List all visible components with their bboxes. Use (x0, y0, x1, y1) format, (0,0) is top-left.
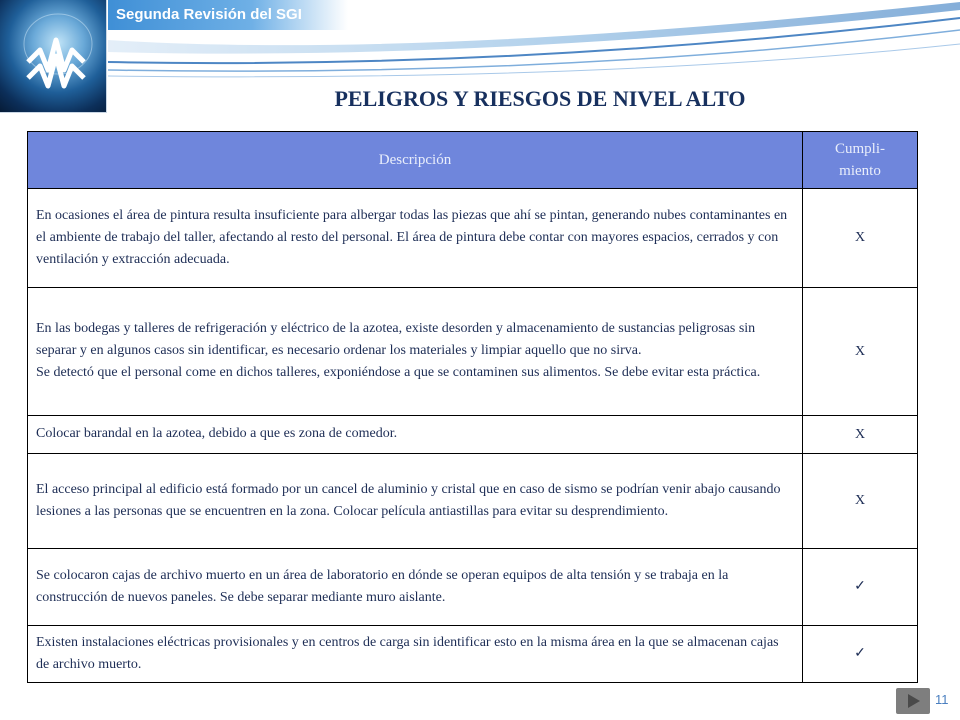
next-slide-button[interactable] (896, 688, 930, 714)
table-row (28, 288, 918, 416)
section-tab (108, 0, 348, 30)
row-compliance-mark: X (803, 454, 918, 549)
row-description-text: En las bodegas y talleres de refrigeración y eléctrico de la azotea, existe desorden y almacenamiento de sustancias peligrosas sin separar y en algunos casos sin identificar, es necesario ordenar los materiales y limpiar aquello que no sirva. (36, 321, 756, 358)
column-header-description: Descripción (28, 132, 803, 189)
table-row (28, 626, 918, 683)
page-title: PELIGROS Y RIESGOS DE NIVEL ALTO (334, 86, 746, 111)
row-description: En ocasiones el área de pintura resulta insuficiente para albergar todas las piezas que ahí se pintan, generando nubes contaminantes en el ambiente de trabajo del taller, afectando al resto del personal. El área de pintura debe contar con mayores espacios, cerrados y con ventilación y extracción adecuada. (28, 189, 803, 288)
column-header-compliance: Cumpli- miento (803, 132, 918, 189)
row-description: Colocar barandal en la azotea, debido a que es zona de comedor. (28, 416, 803, 454)
section-label: Segunda Revisión del SGI (116, 6, 302, 23)
table-row (28, 549, 918, 626)
row-compliance-mark: X (803, 288, 918, 416)
row-compliance-mark: ✓ (803, 626, 918, 683)
row-description: Existen instalaciones eléctricas provisionales y en centros de carga sin identificar esto en la misma área en la que se almacenan cajas de archivo muerto. (28, 626, 803, 683)
row-description: El acceso principal al edificio está formado por un cancel de aluminio y cristal que en caso de sismo se podrían venir abajo causando lesiones a las personas que se encuentren en la zona. Colocar película antiastillas para evitar su desprendimiento. (28, 454, 803, 549)
play-arrow-icon (908, 694, 920, 708)
row-description-text-extra: Se detectó que el personal come en dichos talleres, exponiéndose a que se contaminen sus alimentos. Se debe evitar esta práctica. (36, 365, 761, 380)
row-compliance-mark: X (803, 416, 918, 454)
row-description (28, 288, 803, 416)
row-description: Se colocaron cajas de archivo muerto en un área de laboratorio en dónde se operan equipos de alta tensión y se trabaja en la construcción de nuevos paneles. Se debe separar mediante muro aislante. (28, 549, 803, 626)
page-number: 11 (935, 692, 949, 707)
row-compliance-mark: X (803, 189, 918, 288)
row-compliance-mark: ✓ (803, 549, 918, 626)
table-row (28, 416, 918, 454)
table-row (28, 454, 918, 549)
table-row (28, 189, 918, 288)
hazards-table (27, 131, 918, 683)
table-header-row (28, 132, 918, 189)
